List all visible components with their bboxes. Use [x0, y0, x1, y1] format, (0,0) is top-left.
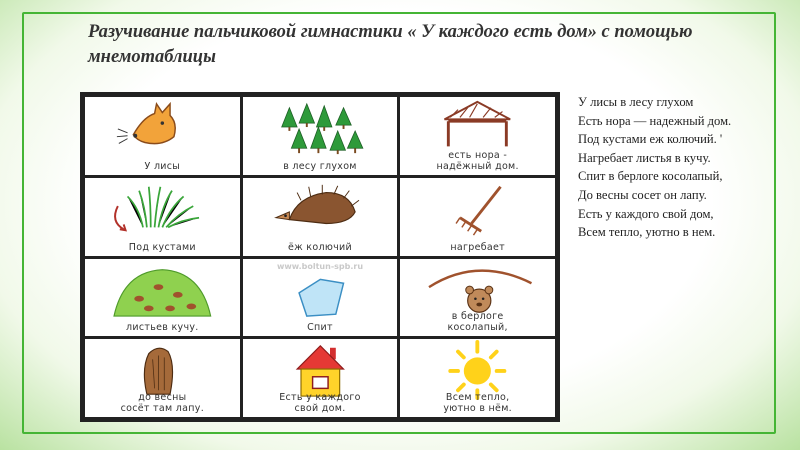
poem-line: Нагребает листья в кучу.	[578, 150, 711, 165]
leaf-pile-icon	[85, 259, 240, 321]
cell-caption: Под кустами	[128, 241, 196, 253]
poem-line: Под кустами еж колючий. '	[578, 132, 723, 147]
table-cell	[85, 339, 240, 417]
rake-icon	[400, 178, 555, 240]
cell-caption: в берлоге косолапый,	[447, 311, 508, 334]
cell-caption: Есть у каждого свой дом.	[279, 392, 361, 414]
cell-caption: до весны сосёт там лапу.	[120, 392, 205, 414]
poem-line: Есть у каждого свой дом,	[578, 206, 714, 221]
slide-title: Разучивание пальчиковой гимнастики « У каждого есть дом» с помощью мнемотаблицы	[88, 22, 693, 67]
cell-caption: Всем тепло, уютно в нём.	[443, 392, 512, 414]
fox-icon	[85, 97, 240, 159]
table-cell	[243, 339, 398, 417]
poem-line: Спит в берлоге косолапый,	[578, 169, 723, 184]
table-cell	[85, 178, 240, 256]
forest-icon	[243, 97, 398, 159]
table-cell	[85, 259, 240, 337]
poem-line: У лисы в лесу глухом	[578, 95, 694, 109]
table-cell	[400, 339, 555, 417]
bush-icon	[85, 178, 240, 240]
sleep-icon	[243, 259, 398, 321]
cell-caption: Спит	[307, 322, 333, 334]
cell-caption: есть нора - надёжный дом.	[436, 149, 519, 172]
table-cell	[400, 259, 555, 337]
cell-caption: листьев кучу.	[126, 322, 199, 334]
cell-caption: У лисы	[144, 160, 181, 172]
mnemonic-table	[80, 92, 560, 422]
table-cell	[243, 259, 398, 337]
hedgehog-icon	[243, 178, 398, 240]
poem-line: До весны сосет он лапу.	[578, 187, 707, 202]
poem-text	[578, 93, 778, 242]
table-cell	[400, 97, 555, 175]
poem-line: Есть нора — надежный дом.	[578, 113, 732, 128]
table-cell	[243, 97, 398, 175]
cell-caption: ёж колючий	[287, 241, 352, 253]
table-cell	[243, 178, 398, 256]
table-cell	[400, 178, 555, 256]
cell-caption: нагребает	[450, 241, 505, 253]
cell-caption: в лесу глухом	[283, 160, 357, 172]
table-cell	[85, 97, 240, 175]
poem-line: Всем тепло, уютно в нем.	[578, 225, 716, 240]
watermark: www.boltun-spb.ru	[276, 261, 364, 271]
